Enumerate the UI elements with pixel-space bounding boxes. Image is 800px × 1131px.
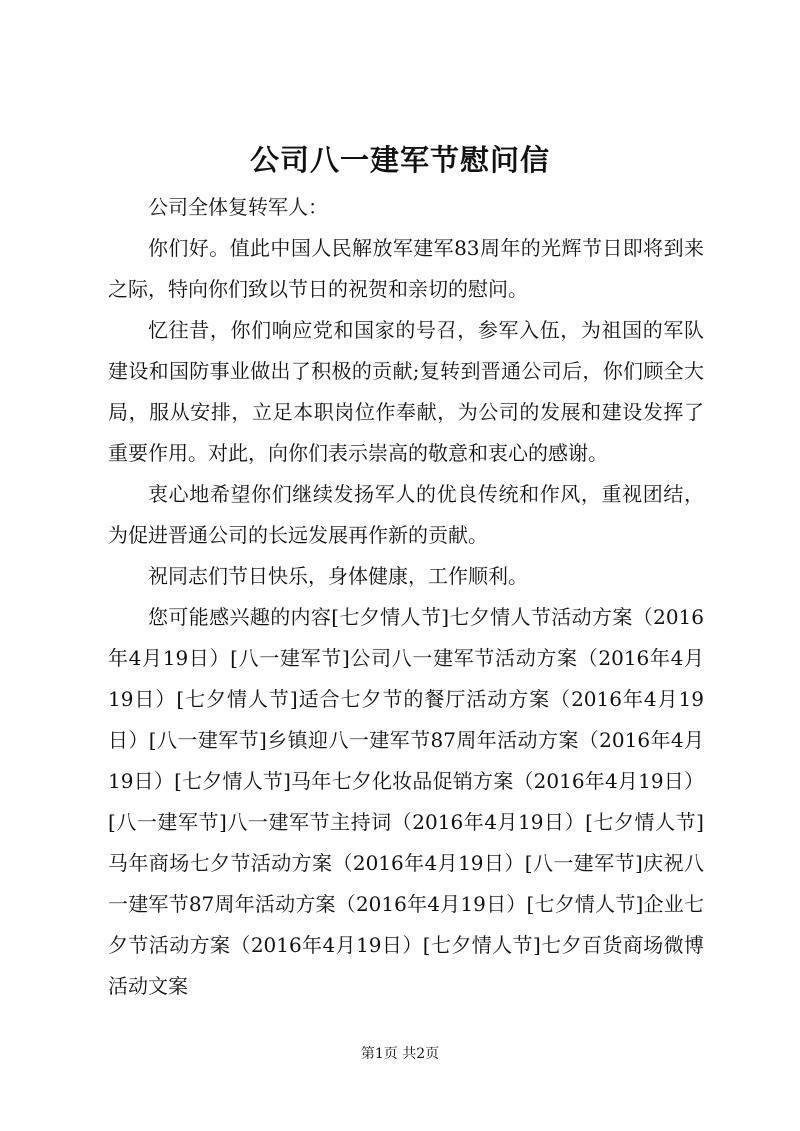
paragraph-hope: 衷心地希望你们继续发扬军人的优良传统和作风，重视团结，为促进晋通公司的长远发展再作新的贡献。 xyxy=(108,482,704,547)
letter-body xyxy=(108,187,704,1007)
related-content: 您可能感兴趣的内容[七夕情人节]七夕情人节活动方案（2016年4月19日）[八一建军节]公司八一建军节活动方案（2016年4月19日）[七夕情人节]适合七夕节的餐厅活动方案（2016年4月19日）[八一建军节]乡镇迎八一建军节87周年活动方案（2016年4月19日）[七夕情人节]马年七夕化妆品促销方案（2016年4月19日）[八一建军节]八一建军节主持词（2016年4月19日）[七夕情人节]马年商场七夕节活动方案（2016年4月19日）[八一建军节]庆祝八一建军节87周年活动方案（2016年4月19日）[七夕情人节]企业七夕节活动方案（2016年4月19日）[七夕情人节]七夕百货商场微博活动文案 xyxy=(108,605,704,998)
paragraph-greeting: 你们好。值此中国人民解放军建军83周年的光辉节日即将到来之际，特向你们致以节日的祝贺和亲切的慰问。 xyxy=(108,236,704,301)
page-footer: 第1页 共2页 xyxy=(360,1046,440,1062)
page-title: 公司八一建军节慰问信 xyxy=(249,143,550,177)
paragraph-wishes: 祝同志们节日快乐，身体健康，工作顺利。 xyxy=(148,564,528,588)
salutation: 公司全体复转军人： xyxy=(148,195,328,219)
paragraph-recollection: 忆往昔，你们响应党和国家的号召，参军入伍，为祖国的军队建设和国防事业做出了积极的贡献;复转到晋通公司后，你们顾全大局，服从安排，立足本职岗位作奉献，为公司的发展和建设发挥了重要作用。对此，向你们表示崇高的敬意和衷心的感谢。 xyxy=(108,318,704,465)
